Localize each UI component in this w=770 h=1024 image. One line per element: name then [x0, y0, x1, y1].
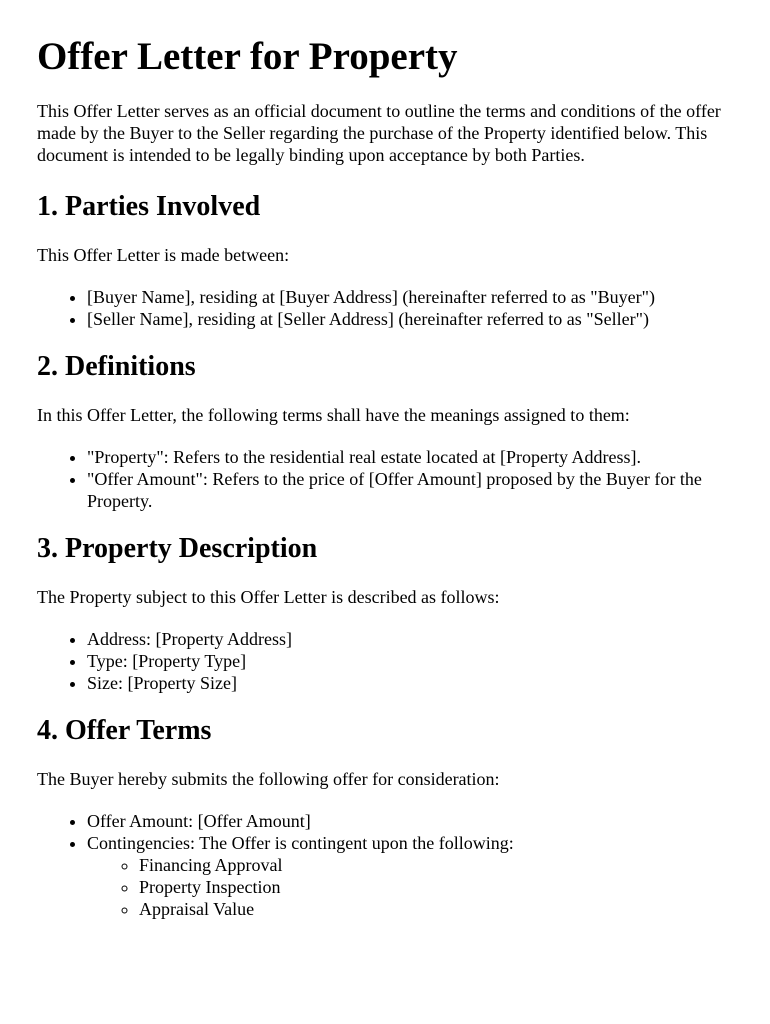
list-item: • [Buyer Name], residing at [Buyer Address] (hereinafter referred to as "Buyer")	[87, 286, 740, 308]
list-item-text: Contingencies: The Offer is contingent upon the following:	[87, 833, 514, 853]
definitions-list	[37, 446, 740, 512]
intro-paragraph: This Offer Letter serves as an official document to outline the terms and conditions of the offer made by the Buyer to the Seller regarding the purchase of the Property identified below. This document is intended to be legally binding upon acceptance by both Parties.	[37, 101, 721, 165]
parties-list	[37, 286, 740, 330]
section-lead-parties: This Offer Letter is made between:	[37, 245, 290, 265]
offer-terms-list	[37, 810, 740, 920]
list-item: • "Offer Amount": Refers to the price of [Offer Amount] proposed by the Buyer for the Property.	[87, 468, 740, 512]
property-description-list	[37, 628, 740, 694]
document-title: Offer Letter for Property	[37, 35, 458, 78]
section-lead-offer-terms: The Buyer hereby submits the following offer for consideration:	[37, 769, 500, 789]
contingencies-list	[87, 854, 740, 920]
sub-list-item: ◦ Financing Approval	[139, 854, 740, 876]
list-item	[87, 832, 740, 920]
sub-list-item: ◦ Property Inspection	[139, 876, 740, 898]
list-item: • Offer Amount: [Offer Amount]	[87, 810, 740, 832]
list-item: • Type: [Property Type]	[87, 650, 740, 672]
list-item: • [Seller Name], residing at [Seller Address] (hereinafter referred to as "Seller")	[87, 308, 740, 330]
section-heading-definitions: 2. Definitions	[37, 351, 196, 382]
section-heading-property-description: 3. Property Description	[37, 533, 318, 564]
list-item: • "Property": Refers to the residential real estate located at [Property Address].	[87, 446, 740, 468]
section-heading-offer-terms: 4. Offer Terms	[37, 715, 212, 746]
sub-list-item: ◦ Appraisal Value	[139, 898, 740, 920]
section-lead-definitions: In this Offer Letter, the following terms shall have the meanings assigned to them:	[37, 405, 630, 425]
section-heading-parties: 1. Parties Involved	[37, 191, 261, 222]
list-item: • Address: [Property Address]	[87, 628, 740, 650]
list-item: • Size: [Property Size]	[87, 672, 740, 694]
section-lead-property-description: The Property subject to this Offer Letter is described as follows:	[37, 587, 500, 607]
